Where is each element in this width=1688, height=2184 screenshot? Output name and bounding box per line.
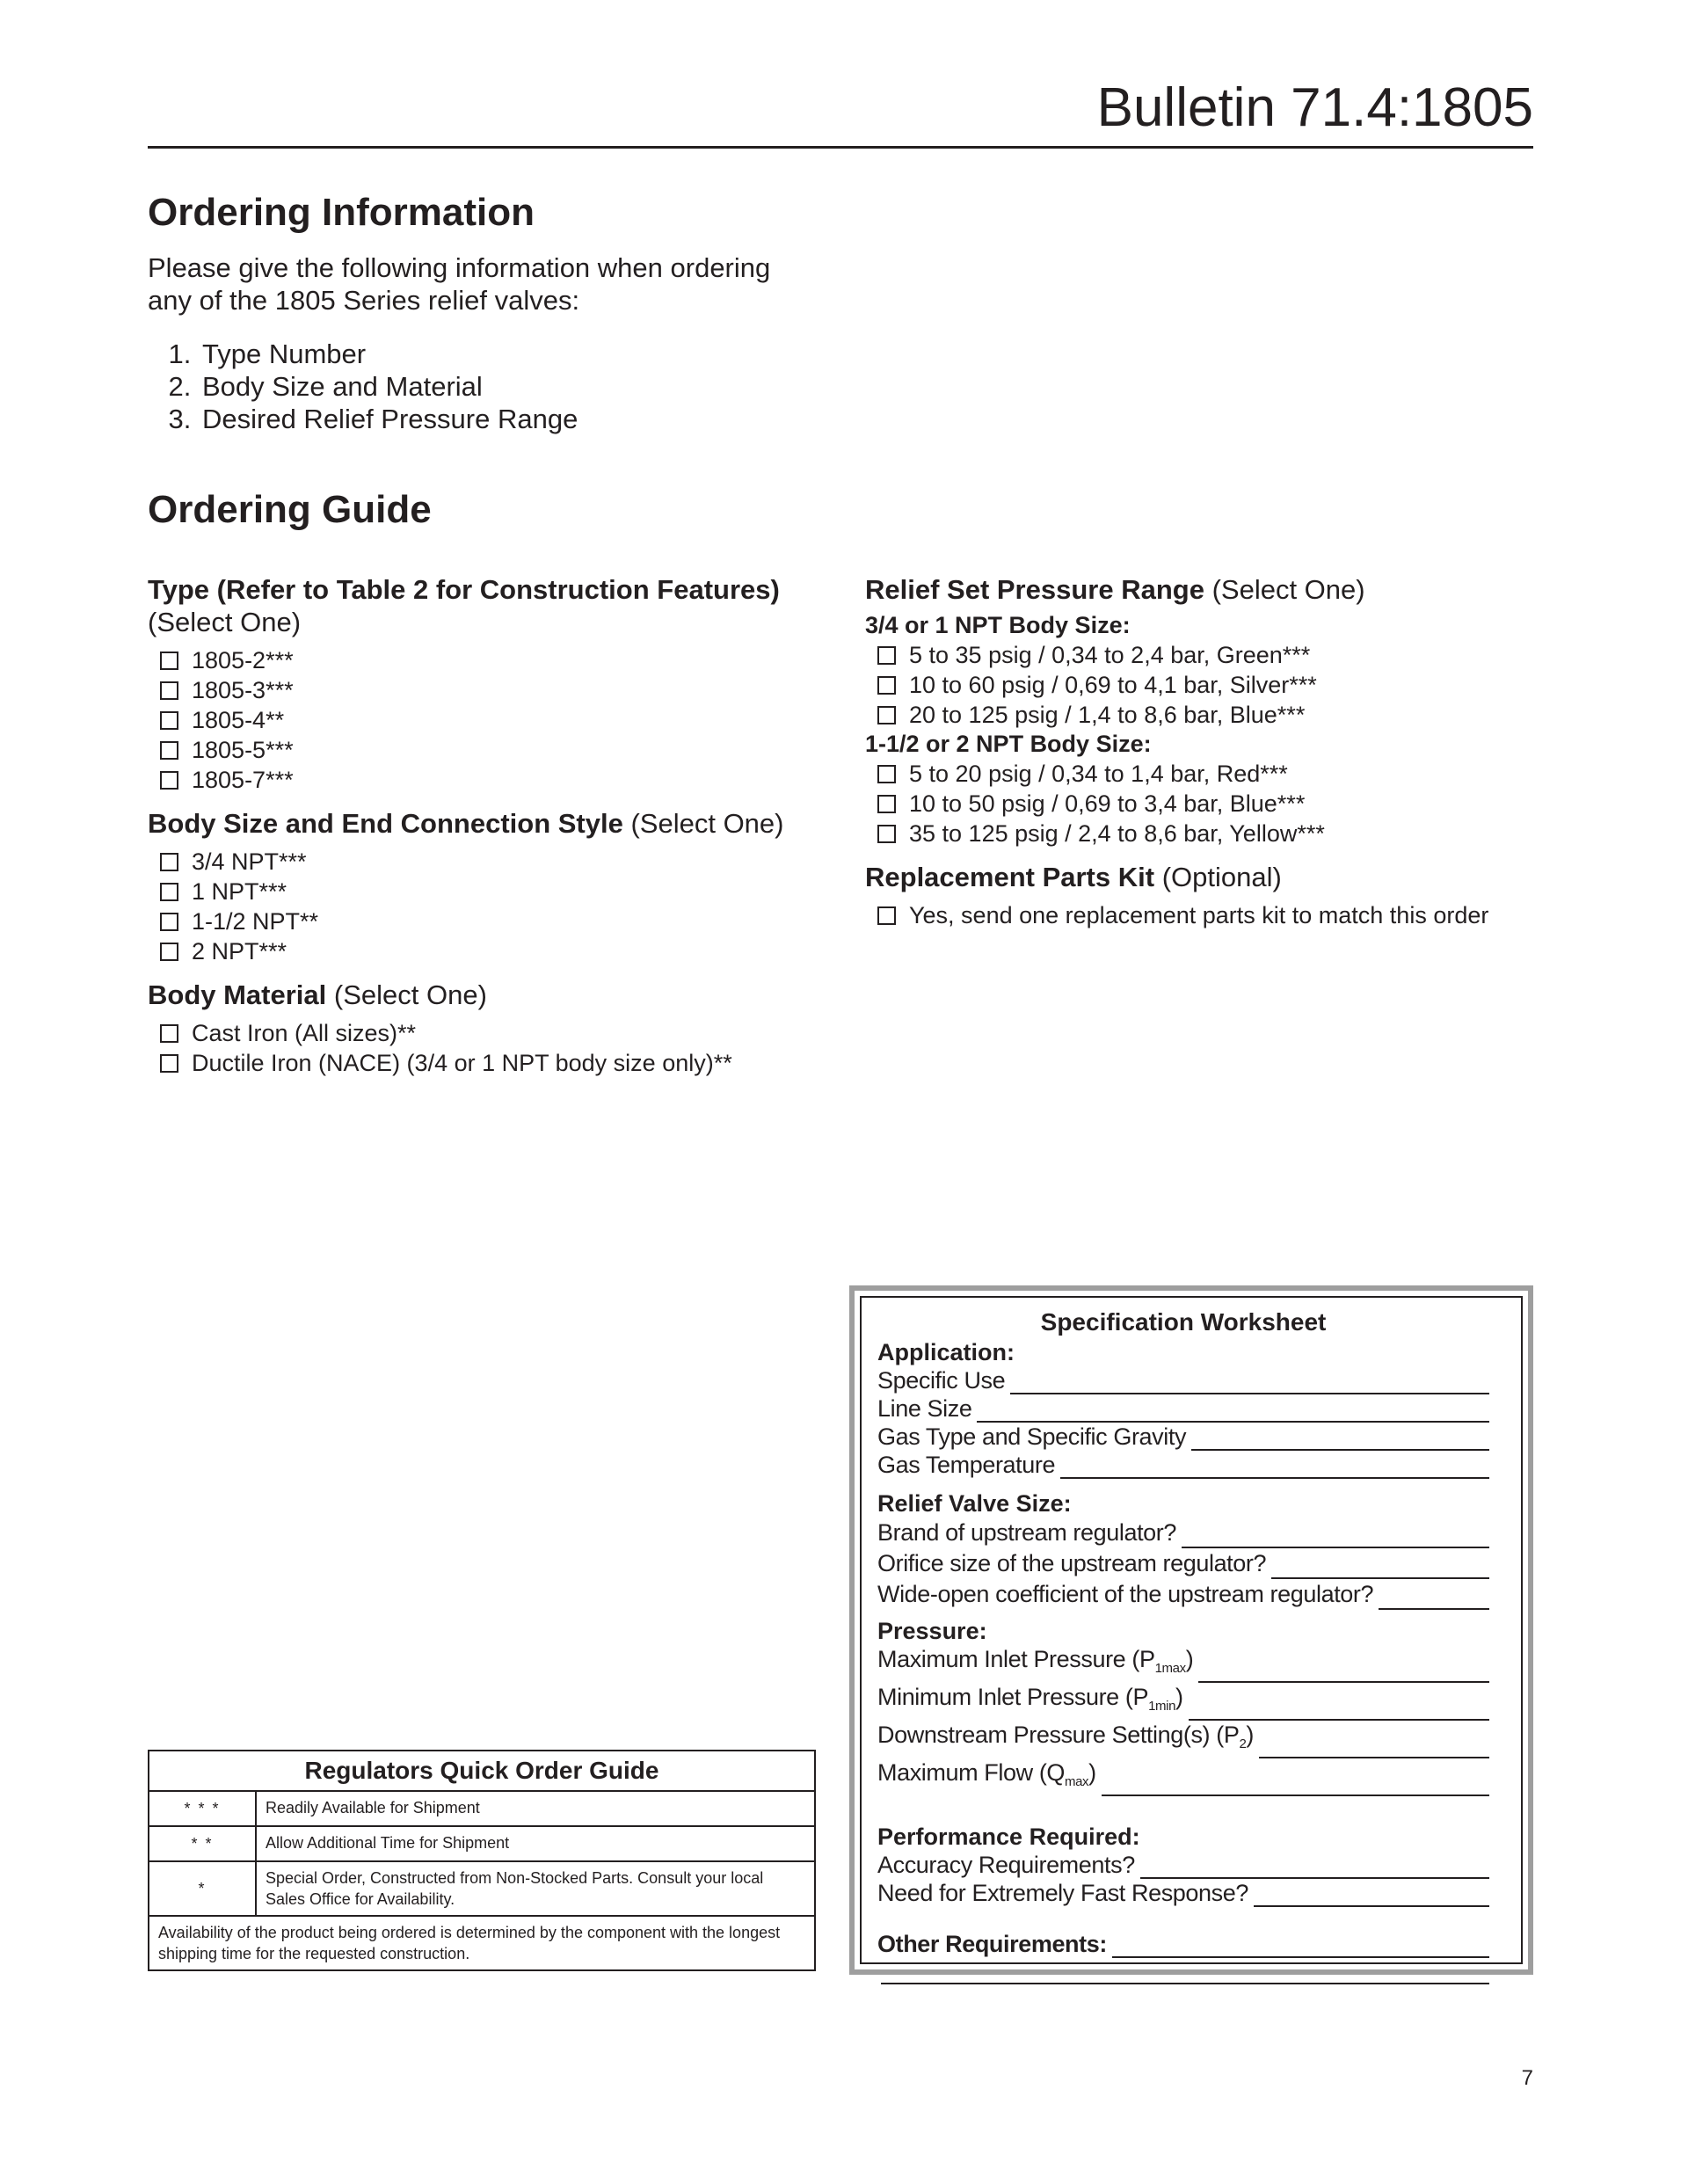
checkbox[interactable]	[877, 795, 896, 813]
availability-symbol: *	[149, 1862, 257, 1915]
relief-range-option[interactable]	[865, 759, 1533, 789]
checkbox[interactable]	[160, 1024, 178, 1043]
availability-description: Allow Additional Time for Shipment	[266, 1834, 510, 1852]
body-size-option[interactable]	[148, 906, 816, 936]
ordering-step: 2. Body Size and Material	[199, 370, 849, 403]
option-label: 5 to 35 psig / 0,34 to 2,4 bar, Green***	[909, 642, 1311, 668]
gas-type-field[interactable]	[877, 1423, 1489, 1451]
relief-range-option[interactable]	[865, 819, 1533, 848]
type-option[interactable]	[148, 735, 816, 765]
answer-line[interactable]	[1259, 1737, 1489, 1758]
type-option[interactable]	[148, 645, 816, 675]
field-label: Need for Extremely Fast Response?	[877, 1880, 1248, 1906]
min-inlet-pressure-field[interactable]	[877, 1683, 1489, 1721]
field-label: Gas Temperature	[877, 1452, 1056, 1478]
checkbox[interactable]	[160, 853, 178, 871]
option-label: 1 NPT***	[192, 878, 287, 905]
maximum-flow-field[interactable]	[877, 1758, 1489, 1796]
answer-line[interactable]	[1140, 1858, 1489, 1879]
label-text: Maximum Flow (Q	[877, 1759, 1066, 1786]
line-size-field[interactable]	[877, 1394, 1489, 1423]
option-label: 20 to 125 psig / 1,4 to 8,6 bar, Blue***	[909, 702, 1306, 728]
parts-kit-section-title: Replacement Parts Kit	[865, 862, 1155, 892]
body-size-option[interactable]	[148, 877, 816, 906]
checkbox[interactable]	[160, 711, 178, 730]
option-label: 2 NPT***	[192, 938, 287, 965]
label-text: )	[1088, 1759, 1096, 1786]
option-label: 1805-7***	[192, 767, 294, 793]
field-label	[877, 1721, 1254, 1758]
label-text: )	[1246, 1722, 1254, 1748]
relief-range-section-title: Relief Set Pressure Range	[865, 574, 1204, 605]
accuracy-requirements-field[interactable]	[877, 1851, 1489, 1879]
gas-temperature-field[interactable]	[877, 1451, 1489, 1479]
option-label: 10 to 60 psig / 0,69 to 4,1 bar, Silver***	[909, 672, 1317, 698]
label-text: )	[1175, 1684, 1183, 1710]
checkbox[interactable]	[160, 883, 178, 901]
ordering-step: 3. Desired Relief Pressure Range	[199, 403, 849, 435]
body-material-option[interactable]	[148, 1018, 816, 1048]
type-option[interactable]	[148, 765, 816, 795]
option-label: 35 to 125 psig / 2,4 to 8,6 bar, Yellow***	[909, 820, 1325, 847]
quick-order-guide-row	[149, 1862, 814, 1917]
relief-range-group2-title: 1-1/2 or 2 NPT Body Size:	[865, 731, 1152, 757]
option-label: Yes, send one replacement parts kit to match this order	[909, 902, 1489, 928]
orifice-size-field[interactable]	[877, 1548, 1489, 1579]
option-label: 10 to 50 psig / 0,69 to 3,4 bar, Blue***	[909, 790, 1306, 817]
checkbox[interactable]	[877, 676, 896, 695]
type-options	[148, 645, 816, 795]
worksheet-frame	[860, 1296, 1523, 1964]
answer-line[interactable]	[977, 1401, 1489, 1423]
answer-line[interactable]	[1102, 1775, 1489, 1796]
body-material-options	[148, 1018, 816, 1078]
type-section-title: Type (Refer to Table 2 for Construction Features)	[148, 574, 780, 605]
field-label	[877, 1645, 1193, 1683]
ordering-guide-left-column	[148, 573, 816, 1078]
answer-line[interactable]	[1191, 1430, 1489, 1451]
ordering-guide-right-column	[865, 573, 1533, 930]
body-size-section-heading	[148, 807, 816, 840]
body-material-option[interactable]	[148, 1048, 816, 1078]
parts-kit-section-note: (Optional)	[1161, 862, 1282, 892]
field-label: Specific Use	[877, 1367, 1006, 1394]
quick-order-guide-title: Regulators Quick Order Guide	[149, 1751, 814, 1792]
option-label: 1805-2***	[192, 647, 294, 673]
max-inlet-pressure-field[interactable]	[877, 1645, 1489, 1683]
label-text: Downstream Pressure Setting(s) (P	[877, 1722, 1240, 1748]
page-number: 7	[1521, 2066, 1533, 2090]
quick-order-guide-row	[149, 1827, 814, 1862]
body-size-options	[148, 847, 816, 966]
relief-range-option[interactable]	[865, 700, 1533, 730]
answer-line[interactable]	[1198, 1662, 1489, 1683]
relief-range-group1-options	[865, 640, 1533, 730]
type-section-note: (Select One)	[148, 607, 302, 637]
body-size-option[interactable]	[148, 847, 816, 877]
relief-valve-size-heading: Relief Valve Size:	[877, 1490, 1072, 1517]
field-label: Line Size	[877, 1395, 972, 1422]
worksheet-title: Specification Worksheet	[1040, 1308, 1327, 1336]
field-label	[877, 1683, 1183, 1721]
availability-symbol: * * *	[149, 1792, 257, 1825]
availability-description: Special Order, Constructed from Non-Stocked Parts. Consult your local Sales Office for Availability.	[266, 1869, 764, 1908]
relief-range-group2-options	[865, 759, 1533, 848]
parts-kit-section-heading	[865, 861, 1533, 893]
relief-range-section-note: (Select One)	[1211, 574, 1365, 605]
fast-response-field[interactable]	[877, 1879, 1489, 1907]
bulletin-number: Bulletin 71.4:1805	[1096, 77, 1533, 138]
checkbox[interactable]	[877, 825, 896, 843]
option-label: 3/4 NPT***	[192, 848, 307, 875]
quick-order-guide-row	[149, 1792, 814, 1827]
performance-heading: Performance Required:	[877, 1824, 1140, 1850]
option-label: Ductile Iron (NACE) (3/4 or 1 NPT body size only)**	[192, 1050, 732, 1076]
quick-order-guide-table	[148, 1750, 816, 1971]
header-rule	[148, 146, 1533, 149]
quick-order-guide-footnote: Availability of the product being ordered is determined by the component with the longest shipping time for the requested construction.	[158, 1924, 781, 1962]
relief-range-section-heading	[865, 573, 1533, 606]
label-subscript: 2	[1239, 1736, 1247, 1751]
answer-line[interactable]	[1182, 1527, 1489, 1548]
answer-line[interactable]	[1379, 1589, 1489, 1610]
field-label: Wide-open coefficient of the upstream regulator?	[877, 1581, 1374, 1607]
upstream-brand-field[interactable]	[877, 1518, 1489, 1548]
checkbox[interactable]	[160, 741, 178, 760]
answer-line[interactable]	[1060, 1458, 1489, 1479]
label-subscript: max	[1065, 1774, 1089, 1789]
specific-use-field[interactable]	[877, 1366, 1489, 1394]
option-label: 1-1/2 NPT**	[192, 908, 319, 935]
body-size-section-note: (Select One)	[630, 808, 784, 839]
ordering-information-intro: Please give the following information when ordering any of the 1805 Series relief valves:	[148, 252, 771, 316]
answer-line-extra[interactable]	[881, 1958, 1489, 1984]
checkbox[interactable]	[877, 646, 896, 665]
option-label: 1805-5***	[192, 737, 294, 763]
application-heading: Application:	[877, 1339, 1015, 1365]
body-material-section-note: (Select One)	[333, 979, 487, 1010]
checkbox[interactable]	[160, 913, 178, 931]
field-label	[877, 1758, 1096, 1796]
option-label: Cast Iron (All sizes)**	[192, 1020, 417, 1046]
label-subscript: 1max	[1154, 1661, 1186, 1676]
ordering-guide-title: Ordering Guide	[148, 488, 432, 531]
availability-description: Readily Available for Shipment	[266, 1799, 480, 1816]
wide-open-coefficient-field[interactable]	[877, 1579, 1489, 1610]
answer-line[interactable]	[1010, 1373, 1489, 1394]
answer-line[interactable]	[1112, 1937, 1489, 1958]
parts-kit-option[interactable]	[865, 900, 1533, 930]
other-requirements-field[interactable]	[877, 1930, 1489, 1958]
other-requirements-heading: Other Requirements:	[877, 1931, 1107, 1957]
body-material-section-heading	[148, 979, 816, 1011]
type-section-heading	[148, 573, 816, 638]
option-label: 1805-4**	[192, 707, 285, 733]
type-option[interactable]	[148, 675, 816, 705]
label-subscript: 1min	[1148, 1699, 1176, 1714]
answer-line[interactable]	[1254, 1886, 1489, 1907]
checkbox[interactable]	[160, 1054, 178, 1073]
specification-worksheet	[849, 1285, 1533, 1975]
label-text: Maximum Inlet Pressure (P	[877, 1646, 1155, 1672]
checkbox[interactable]	[877, 765, 896, 783]
answer-line[interactable]	[1271, 1558, 1489, 1579]
parts-kit-options	[865, 900, 1533, 930]
relief-range-option[interactable]	[865, 789, 1533, 819]
relief-range-option[interactable]	[865, 640, 1533, 670]
checkbox[interactable]	[877, 906, 896, 925]
checkbox[interactable]	[160, 681, 178, 700]
field-label: Gas Type and Specific Gravity	[877, 1423, 1187, 1450]
option-label: 5 to 20 psig / 0,34 to 1,4 bar, Red***	[909, 761, 1288, 787]
availability-symbol: * *	[149, 1827, 257, 1860]
field-label: Brand of upstream regulator?	[877, 1519, 1176, 1546]
ordering-steps-list	[148, 338, 849, 435]
label-text: Minimum Inlet Pressure (P	[877, 1684, 1149, 1710]
field-label: Orifice size of the upstream regulator?	[877, 1550, 1267, 1576]
body-size-section-title: Body Size and End Connection Style	[148, 808, 623, 839]
ordering-information-title: Ordering Information	[148, 191, 535, 234]
checkbox[interactable]	[160, 943, 178, 961]
body-size-option[interactable]	[148, 936, 816, 966]
checkbox[interactable]	[160, 771, 178, 790]
relief-range-group1-title: 3/4 or 1 NPT Body Size:	[865, 612, 1131, 638]
type-option[interactable]	[148, 705, 816, 735]
label-text: )	[1185, 1646, 1194, 1672]
field-label: Accuracy Requirements?	[877, 1852, 1135, 1878]
option-label: 1805-3***	[192, 677, 294, 703]
answer-line[interactable]	[1189, 1700, 1489, 1721]
ordering-step: 1. Type Number	[199, 338, 849, 370]
downstream-pressure-field[interactable]	[877, 1721, 1489, 1758]
checkbox[interactable]	[877, 706, 896, 724]
body-material-section-title: Body Material	[148, 979, 327, 1010]
pressure-heading: Pressure:	[877, 1618, 987, 1644]
checkbox[interactable]	[160, 652, 178, 670]
relief-range-option[interactable]	[865, 670, 1533, 700]
